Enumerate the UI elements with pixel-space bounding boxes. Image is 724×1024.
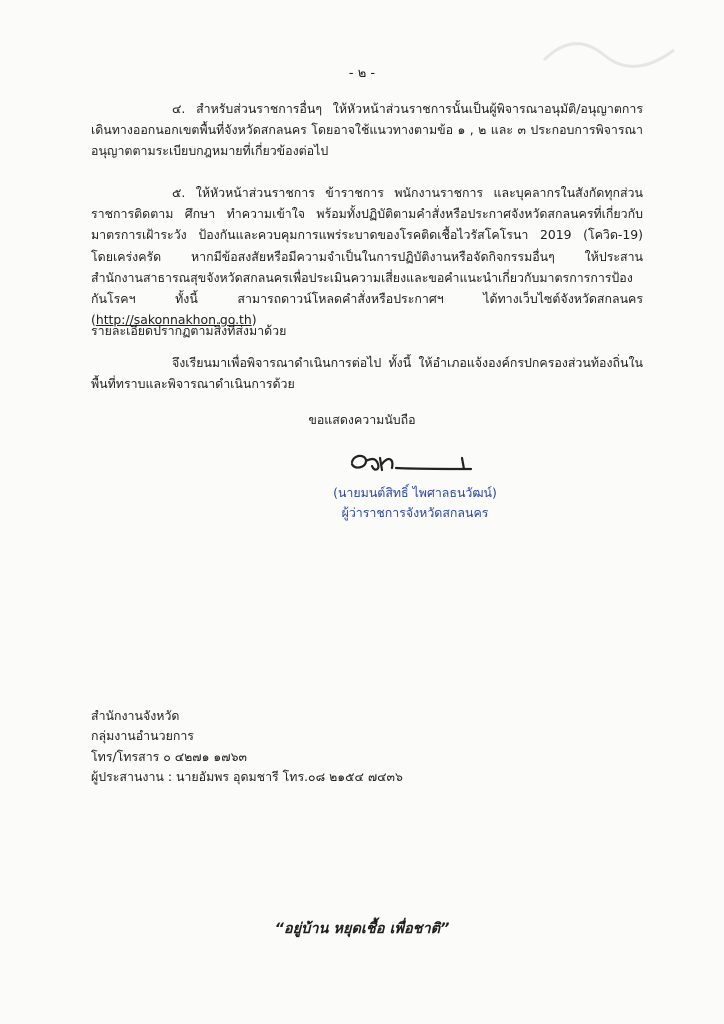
campaign-motto: “อยู่บ้าน หยุดเชื้อ เพื่อชาติ” [274, 921, 450, 937]
attachment-note [91, 320, 643, 341]
signer-block [300, 483, 530, 523]
attachment-note-text: รายละเอียดปรากฏตามสิ่งที่ส่งมาด้วย [91, 323, 287, 338]
sender-info [91, 706, 403, 787]
request-paragraph-text: จึงเรียนมาเพื่อพิจารณาดำเนินการต่อไป ทั้งนี้ ให้อำเภอแจ้งองค์กรปกครองส่วนท้องถิ่นในพื้นที่ทราบและพิจารณาดำเนินการด้วย [91, 355, 643, 392]
paragraph-5 [91, 182, 643, 330]
page-number: - ๒ - [348, 66, 376, 81]
paragraph-4 [91, 98, 643, 162]
paragraph-4-text: ๔. สำหรับส่วนราชการอื่นๆ ให้หัวหน้าส่วนราชการนั้นเป็นผู้พิจารณาอนุมัติ/อนุญาตการเดินทางออกนอกเขตพื้นที่จังหวัดสกลนคร โดยอาจใช้แนวทางตามข้อ ๑ , ๒ และ ๓ ประกอบการพิจารณาอนุญาตตามระเบียบกฎหมายที่เกี่ยวข้องต่อไป [91, 101, 643, 159]
paragraph-5-body: ๕. ให้หัวหน้าส่วนราชการ ข้าราชการ พนักงานราชการ และบุคลากรในสังกัดทุกส่วนราชการติดตาม ศึกษา ทำความเข้าใจ พร้อมทั้งปฏิบัติตามคำสั่งหรือประกาศจังหวัดสกลนครที่เกี่ยวกับมาตรการเฝ้าระวัง ป้องกันและควบคุมการแพร่ระบาดของโรคติดเชื้อไวรัสโคโรนา 2019 (โควิด-19) โดยเคร่งครัด หากมีข้อสงสัยหรือมีความจำเป็นในการปฏิบัติงานหรือจัดกิจกรรมอื่นๆ ให้ประสานสำนักงานสาธารณสุขจังหวัดสกลนครเพื่อประเมินความเสี่ยงและขอคำแนะนำเกี่ยวกับมาตรการการป้องกันโรคฯ ทั้งนี้ สามารถดาวน์โหลดคำสั่งหรือประกาศฯ ได้ทางเว็บไซต์จังหวัดสกลนคร ( [91, 185, 643, 328]
sender-coordinator: ผู้ประสานงาน : นายอัมพร อุดมชารี โทร.๐๘ ๒๑๕๔ ๗๔๓๖ [91, 768, 403, 784]
website-link[interactable]: http://sakonnakhon.go.th [95, 312, 252, 328]
sender-group: กลุ่มงานอำนวยการ [91, 728, 194, 744]
sender-phone: โทร/โทรสาร ๐ ๔๒๗๑ ๑๗๖๓ [91, 748, 247, 764]
paragraph-5-tail: ) [251, 312, 257, 328]
request-paragraph [91, 352, 643, 394]
closing-salutation: ขอแสดงความนับถือ [308, 412, 416, 427]
sender-office: สำนักงานจังหวัด [91, 708, 180, 723]
signer-position: ผู้ว่าราชการจังหวัดสกลนคร [341, 505, 489, 520]
handwritten-signature [346, 448, 476, 478]
paragraph-5-text [91, 182, 643, 330]
signer-name: (นายมนต์สิทธิ์ ไพศาลธนวัฒน์) [333, 485, 497, 500]
